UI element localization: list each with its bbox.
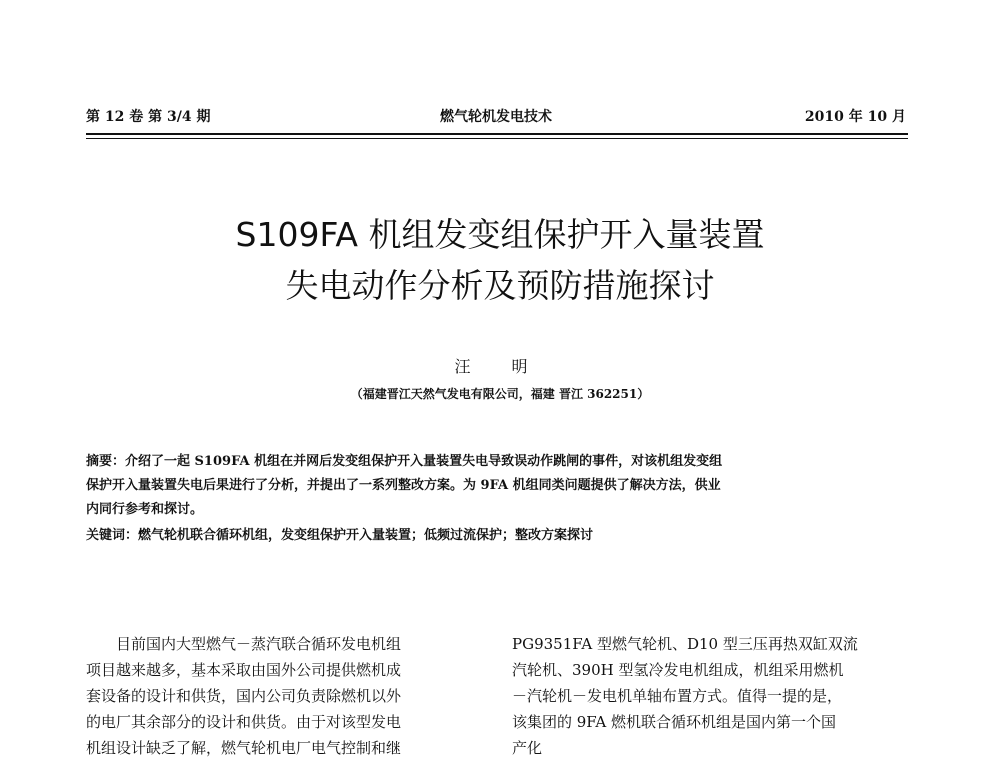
body-left-line: 套设备的设计和供货，国内公司负责除燃机以外: [86, 687, 402, 705]
body-right-line: －汽轮机－发电机单轴布置方式。值得一提的是，: [512, 687, 843, 705]
body-left-line: 的电厂其余部分的设计和供货。由于对该型发电: [86, 713, 402, 731]
header-rule-thick: [86, 133, 908, 135]
keywords-line: [86, 524, 908, 548]
body-right-line: PG9351FA 型燃气轮机、D10 型三压再热双缸双流: [512, 635, 858, 653]
volume-issue: 第 12 卷 第 3/4 期: [86, 109, 211, 125]
body-column-left: [86, 631, 476, 761]
abstract-label: 摘要：: [86, 454, 126, 469]
abstract-line-1: [86, 450, 908, 474]
body-left-line: 目前国内大型燃气－蒸汽联合循环发电机组: [86, 635, 402, 653]
abstract-line-3: 内同行参考和探讨。: [86, 502, 204, 517]
running-header: [86, 106, 906, 130]
keywords-label: 关键词：: [86, 528, 139, 543]
abstract-line-2: 保护开入量装置失电后果进行了分析，并提出了一系列整改方案。为 9FA 机组同类问题提供了解决方法，供业: [86, 478, 721, 493]
author-name: 汪 明: [454, 357, 546, 376]
body-column-right: [512, 631, 902, 761]
body-left-line: 项目越来越多，基本采取由国外公司提供燃机成: [86, 661, 402, 679]
keywords-text: 燃气轮机联合循环机组，发变组保护开入量装置；低频过流保护；整改方案探讨: [138, 528, 594, 543]
body-right-line: 产化: [512, 739, 543, 757]
body-right-line: 该集团的 9FA 燃机联合循环机组是国内第一个国: [512, 713, 837, 731]
paper-title-line-1: S109FA 机组发变组保护开入量装置: [235, 215, 765, 254]
paper-title-line-2: 失电动作分析及预防措施探讨: [285, 266, 715, 305]
issue-date: 2010 年 10 月: [804, 109, 906, 125]
header-rule-thin: [86, 138, 908, 139]
body-left-line: 机组设计缺乏了解，燃气轮机电厂电气控制和继: [86, 739, 402, 757]
abstract-text-1: 介绍了一起 S109FA 机组在并网后发变组保护开入量装置失电导致误动作跳闸的事件，对该机组发变组: [125, 454, 723, 469]
body-right-line: 汽轮机、390H 型氢冷发电机组成，机组采用燃机: [512, 661, 844, 679]
author-affiliation: （福建晋江天然气发电有限公司，福建 晋江 362251）: [350, 387, 650, 401]
journal-name: 燃气轮机发电技术: [440, 109, 552, 125]
